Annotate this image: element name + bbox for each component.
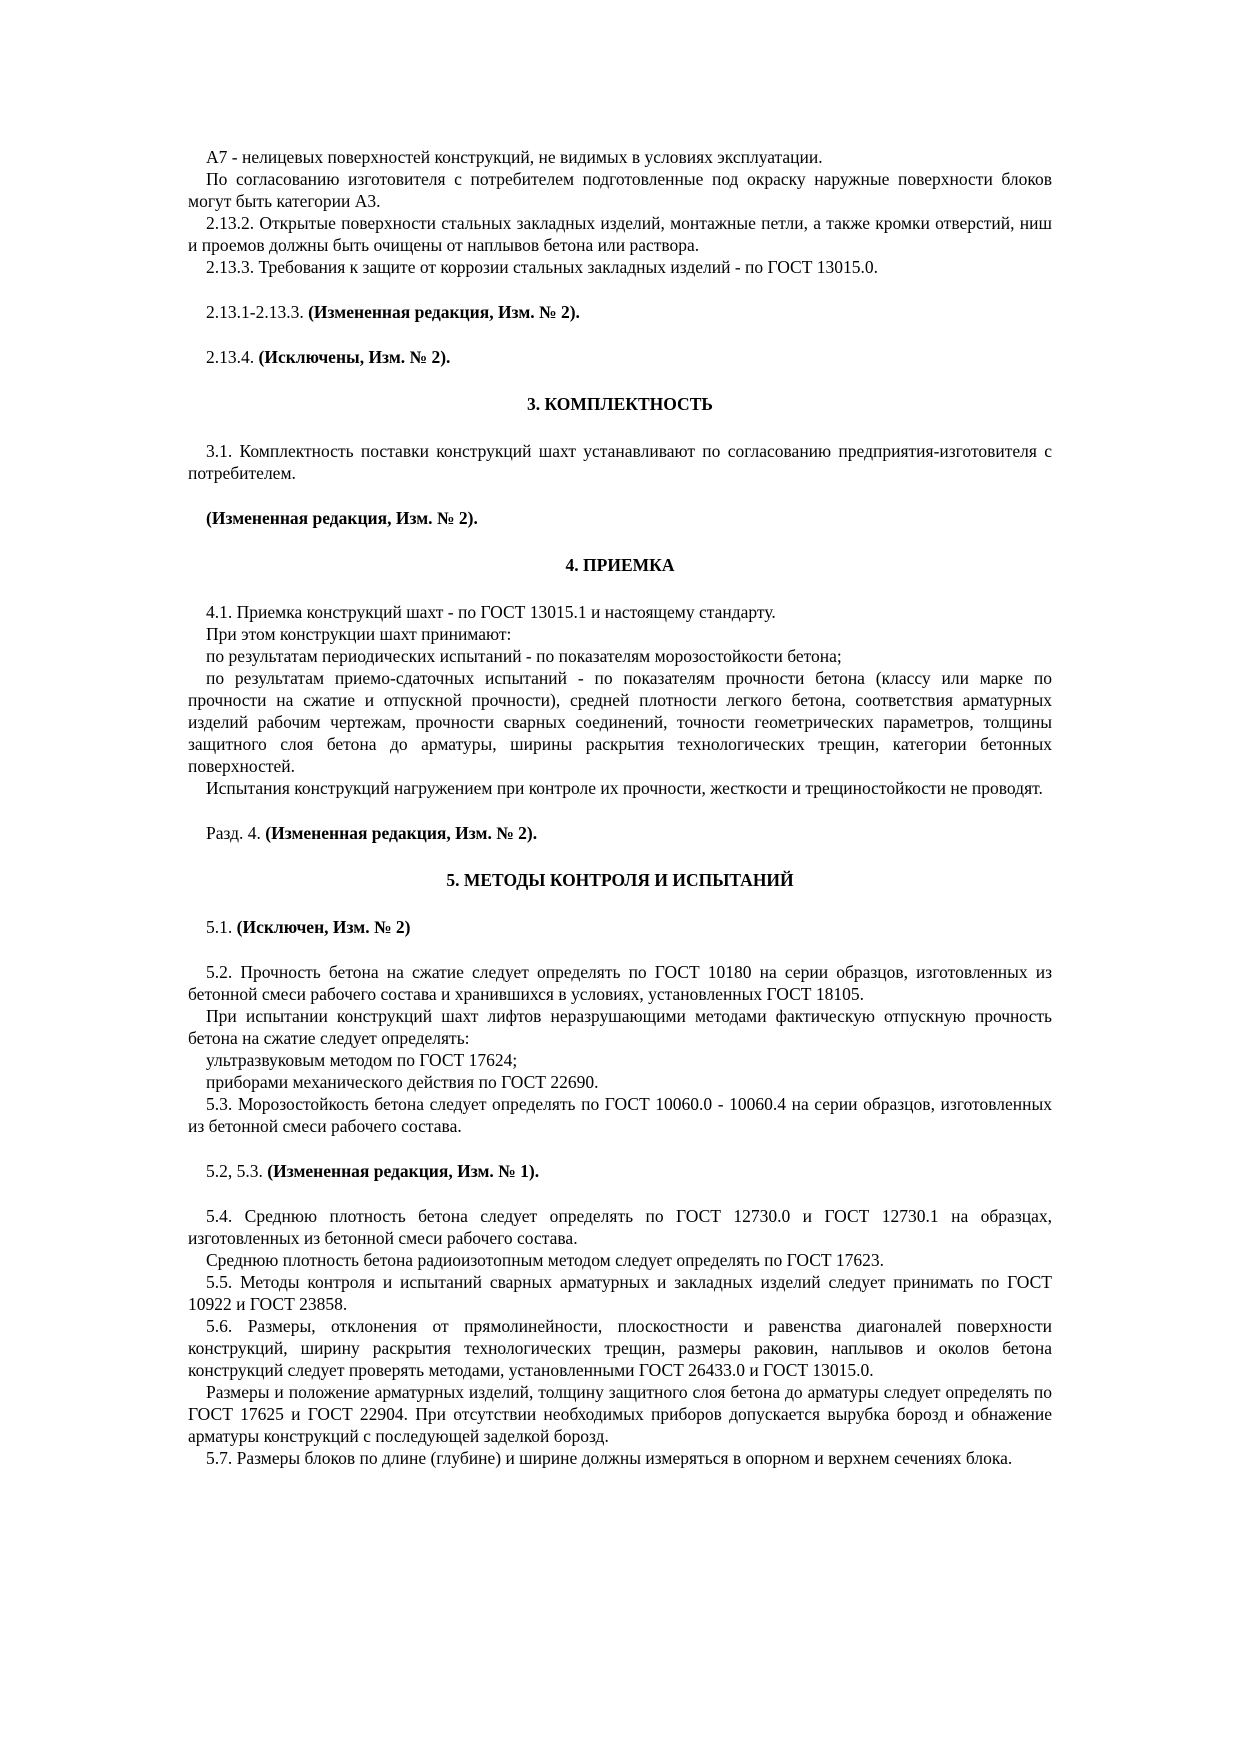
- paragraph-5-6: [188, 1315, 1052, 1381]
- paragraph-mechanical-devices: [188, 1071, 1052, 1093]
- paragraph-2-13-3: [188, 256, 1052, 278]
- paragraph-text: Размеры и положение арматурных изделий, толщину защитного слоя бетона до арматуры следует определять по ГОСТ 17625 и ГОСТ 22904. При отсутствии необходимых приборов допускается вырубка борозд и обнажение арматуры конструкций с последующей заделкой борозд.: [188, 1382, 1052, 1446]
- paragraph-2-13-2: [188, 212, 1052, 256]
- paragraph-bold-text: (Измененная редакция, Изм. № 1).: [267, 1161, 540, 1181]
- paragraph-reinforcement-position: [188, 1381, 1052, 1447]
- paragraph-bold-text: (Измененная редакция, Изм. № 2).: [206, 508, 478, 528]
- paragraph-4-1: [188, 601, 1052, 623]
- paragraph-2-13-4-note: [188, 346, 1052, 368]
- section-3-heading: 3. КОМПЛЕКТНОСТЬ: [527, 394, 713, 414]
- paragraph-text: А7 - нелицевых поверхностей конструкций, не видимых в условиях эксплуатации.: [206, 147, 823, 167]
- paragraph-text: по результатам приемо-сдаточных испытаний - по показателям прочности бетона (классу или марке по прочности на сжатие и отпускной прочности), средней плотности легкого бетона, соответствия арматурных изделий рабочим чертежам, прочности сварных соединений, точности геометрических параметров, толщины защитного слоя бетона до арматуры, ширины раскрытия технологических трещин, категории бетонных поверхностей.: [188, 668, 1052, 776]
- paragraph-a7: [188, 146, 1052, 168]
- paragraph-text: 5.2. Прочность бетона на сжатие следует определять по ГОСТ 10180 на серии образцов, изготовленных из бетонной смеси рабочего состава и хранившихся в условиях, установленных ГОСТ 18105.: [188, 962, 1052, 1004]
- paragraph-periodic-tests: [188, 645, 1052, 667]
- paragraph-acceptance-tests: [188, 667, 1052, 777]
- paragraph-text: 2.13.2. Открытые поверхности стальных закладных изделий, монтажные петли, а также кромки отверстий, ниш и проемов должны быть очищены от наплывов бетона или раствора.: [188, 213, 1052, 255]
- paragraph-5-7: [188, 1447, 1052, 1469]
- paragraph-surface-agreement: [188, 168, 1052, 212]
- paragraph-text: По согласованию изготовителя с потребителем подготовленные под окраску наружные поверхности блоков могут быть категории А3.: [188, 169, 1052, 211]
- paragraph-2-13-1-2-13-3-note: [188, 301, 1052, 323]
- section-5-heading: 5. МЕТОДЫ КОНТРОЛЯ И ИСПЫТАНИЙ: [446, 870, 794, 890]
- paragraph-text: 5.5. Методы контроля и испытаний сварных арматурных и закладных изделий следует принимать по ГОСТ 10922 и ГОСТ 23858.: [188, 1272, 1052, 1314]
- paragraph-5-4: [188, 1205, 1052, 1249]
- paragraph-nondestructive-methods: [188, 1005, 1052, 1049]
- paragraph-acceptance-intro: [188, 623, 1052, 645]
- paragraph-text: приборами механического действия по ГОСТ 22690.: [206, 1072, 599, 1092]
- paragraph-text: Разд. 4.: [206, 823, 266, 843]
- paragraph-text: 5.6. Размеры, отклонения от прямолинейности, плоскостности и равенства диагоналей поверхности конструкций, ширину раскрытия технологических трещин, размеры раковин, наплывов и околов бетона конструкций следует проверять методами, установленными ГОСТ 26433.0 и ГОСТ 13015.0.: [188, 1316, 1052, 1380]
- paragraph-text: ультразвуковым методом по ГОСТ 17624;: [206, 1050, 518, 1070]
- paragraph-text: 5.7. Размеры блоков по длине (глубине) и ширине должны измеряться в опорном и верхнем сечениях блока.: [206, 1448, 1013, 1468]
- paragraph-5-3: [188, 1093, 1052, 1137]
- paragraph-5-1-note: [188, 916, 1052, 938]
- paragraph-radioisotope-method: [188, 1249, 1052, 1271]
- paragraph-5-2: [188, 961, 1052, 1005]
- paragraph-bold-text: (Исключен, Изм. № 2): [236, 917, 411, 937]
- paragraph-3-1: [188, 440, 1052, 484]
- paragraph-text: При этом конструкции шахт принимают:: [206, 624, 512, 644]
- paragraph-text: 5.2, 5.3.: [206, 1161, 268, 1181]
- paragraph-text: Среднюю плотность бетона радиоизотопным методом следует определять по ГОСТ 17623.: [206, 1250, 885, 1270]
- paragraph-bold-text: (Исключены, Изм. № 2).: [258, 347, 451, 367]
- paragraph-text: 3.1. Комплектность поставки конструкций шахт устанавливают по согласованию предприятия-изготовителя с потребителем.: [188, 441, 1052, 483]
- paragraph-bold-text: (Измененная редакция, Изм. № 2).: [265, 823, 538, 843]
- paragraph-section-4-revision-note: [188, 822, 1052, 844]
- paragraph-text: 5.1.: [206, 917, 237, 937]
- paragraph-text: Испытания конструкций нагружением при контроле их прочности, жесткости и трещиностойкости не проводят.: [206, 778, 1043, 798]
- section-4-heading: 4. ПРИЕМКА: [565, 555, 675, 575]
- paragraph-text: 5.4. Среднюю плотность бетона следует определять по ГОСТ 12730.0 и ГОСТ 12730.1 на образцах, изготовленных из бетонной смеси рабочего состава.: [188, 1206, 1052, 1248]
- paragraph-bold-text: (Измененная редакция, Изм. № 2).: [308, 302, 580, 322]
- paragraph-section-3-revision-note: [188, 507, 1052, 529]
- paragraph-5-2-5-3-revision-note: [188, 1160, 1052, 1182]
- paragraph-text: 4.1. Приемка конструкций шахт - по ГОСТ 13015.1 и настоящему стандарту.: [206, 602, 776, 622]
- paragraph-ultrasonic-method: [188, 1049, 1052, 1071]
- paragraph-text: 2.13.4.: [206, 347, 259, 367]
- paragraph-text: 5.3. Морозостойкость бетона следует определять по ГОСТ 10060.0 - 10060.4 на серии образцов, изготовленных из бетонной смеси рабочего состава.: [188, 1094, 1052, 1136]
- paragraph-text: по результатам периодических испытаний - по показателям морозостойкости бетона;: [206, 646, 842, 666]
- paragraph-text: При испытании конструкций шахт лифтов неразрушающими методами фактическую отпускную прочность бетона на сжатие следует определять:: [188, 1006, 1052, 1048]
- paragraph-load-tests: [188, 777, 1052, 799]
- paragraph-5-5: [188, 1271, 1052, 1315]
- paragraph-text: 2.13.3. Требования к защите от коррозии стальных закладных изделий - по ГОСТ 13015.0.: [206, 257, 879, 277]
- paragraph-text: 2.13.1-2.13.3.: [206, 302, 309, 322]
